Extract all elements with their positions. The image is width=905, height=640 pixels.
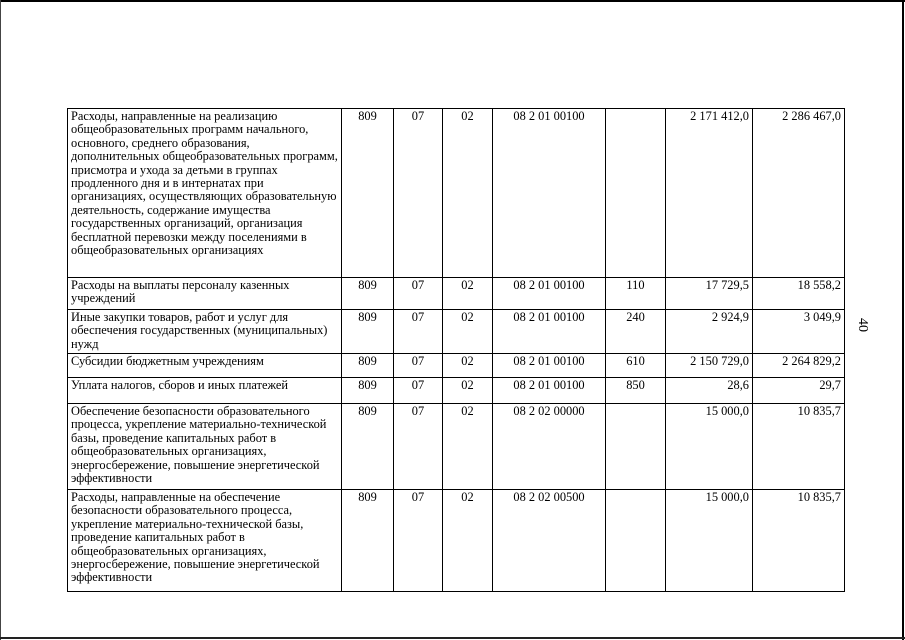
table-row: [68, 404, 845, 490]
row-amount-2: 2 264 829,2: [753, 354, 845, 378]
row-section-code: 07: [394, 404, 443, 490]
row-target-code: 08 2 01 00100: [493, 310, 606, 354]
row-name: Расходы, направленные на обеспечение безопасности образовательного процесса, укрепление материально-технической базы, проведение капитальных работ в общеобразовательных организациях, энергосбережение, повышение энергетической эффективности: [68, 490, 342, 592]
row-expense-type-code: 850: [606, 378, 666, 404]
row-section-code: 07: [394, 378, 443, 404]
row-amount-1: 15 000,0: [666, 404, 753, 490]
row-section-code: 07: [394, 354, 443, 378]
row-target-code: 08 2 01 00100: [493, 378, 606, 404]
row-subsection-code: 02: [443, 109, 493, 278]
row-ministry-code: 809: [342, 310, 394, 354]
row-name: Обеспечение безопасности образовательного процесса, укрепление материально-технической базы, проведение капитальных работ в общеобразовательных организациях, энергосбережение, повышение энергетической эффективности: [68, 404, 342, 490]
row-expense-type-code: 240: [606, 310, 666, 354]
row-amount-2: 18 558,2: [753, 278, 845, 310]
table-row: [68, 278, 845, 310]
row-amount-2: 10 835,7: [753, 490, 845, 592]
row-name: Субсидии бюджетным учреждениям: [68, 354, 342, 378]
row-name: Иные закупки товаров, работ и услуг для обеспечения государственных (муниципальных) нужд: [68, 310, 342, 354]
row-amount-2: 3 049,9: [753, 310, 845, 354]
row-subsection-code: 02: [443, 490, 493, 592]
row-section-code: 07: [394, 278, 443, 310]
row-ministry-code: 809: [342, 490, 394, 592]
row-name: Расходы на выплаты персоналу казенных учреждений: [68, 278, 342, 310]
table-row: [68, 310, 845, 354]
row-expense-type-code: [606, 109, 666, 278]
row-subsection-code: 02: [443, 354, 493, 378]
row-amount-2: 29,7: [753, 378, 845, 404]
table-row: [68, 354, 845, 378]
row-target-code: 08 2 01 00100: [493, 354, 606, 378]
row-amount-1: 15 000,0: [666, 490, 753, 592]
row-amount-1: 28,6: [666, 378, 753, 404]
page-frame-bottom-border: [0, 637, 905, 639]
page-frame-right-border: [902, 0, 904, 640]
table-row: [68, 490, 845, 592]
row-name: Уплата налогов, сборов и иных платежей: [68, 378, 342, 404]
page-frame-left-border: [0, 0, 1, 640]
page-frame-top-border: [0, 0, 905, 2]
table-row: [68, 109, 845, 278]
row-ministry-code: 809: [342, 378, 394, 404]
row-section-code: 07: [394, 310, 443, 354]
row-amount-1: 2 150 729,0: [666, 354, 753, 378]
row-section-code: 07: [394, 490, 443, 592]
row-target-code: 08 2 01 00100: [493, 278, 606, 310]
row-subsection-code: 02: [443, 310, 493, 354]
row-expense-type-code: [606, 404, 666, 490]
row-expense-type-code: [606, 490, 666, 592]
row-amount-1: 2 171 412,0: [666, 109, 753, 278]
row-expense-type-code: 610: [606, 354, 666, 378]
page-number: 40: [855, 318, 870, 332]
row-ministry-code: 809: [342, 278, 394, 310]
row-amount-1: 17 729,5: [666, 278, 753, 310]
row-amount-2: 2 286 467,0: [753, 109, 845, 278]
row-expense-type-code: 110: [606, 278, 666, 310]
row-subsection-code: 02: [443, 404, 493, 490]
row-amount-1: 2 924,9: [666, 310, 753, 354]
row-ministry-code: 809: [342, 109, 394, 278]
budget-table: [67, 108, 845, 592]
row-name: Расходы, направленные на реализацию общеобразовательных программ начального, основного, среднего образования, дополнительных общеобразовательных программ, присмотра и ухода за детьми в группах продленного дня и в интернатах при организациях, осуществляющих образовательную деятельность, содержание имущества государственных организаций, организация бесплатной перевозки между поселениями в общеобразовательных организациях: [68, 109, 342, 278]
table-row: [68, 378, 845, 404]
row-amount-2: 10 835,7: [753, 404, 845, 490]
row-subsection-code: 02: [443, 278, 493, 310]
row-target-code: 08 2 01 00100: [493, 109, 606, 278]
row-section-code: 07: [394, 109, 443, 278]
row-target-code: 08 2 02 00000: [493, 404, 606, 490]
row-target-code: 08 2 02 00500: [493, 490, 606, 592]
row-ministry-code: 809: [342, 404, 394, 490]
row-subsection-code: 02: [443, 378, 493, 404]
row-ministry-code: 809: [342, 354, 394, 378]
